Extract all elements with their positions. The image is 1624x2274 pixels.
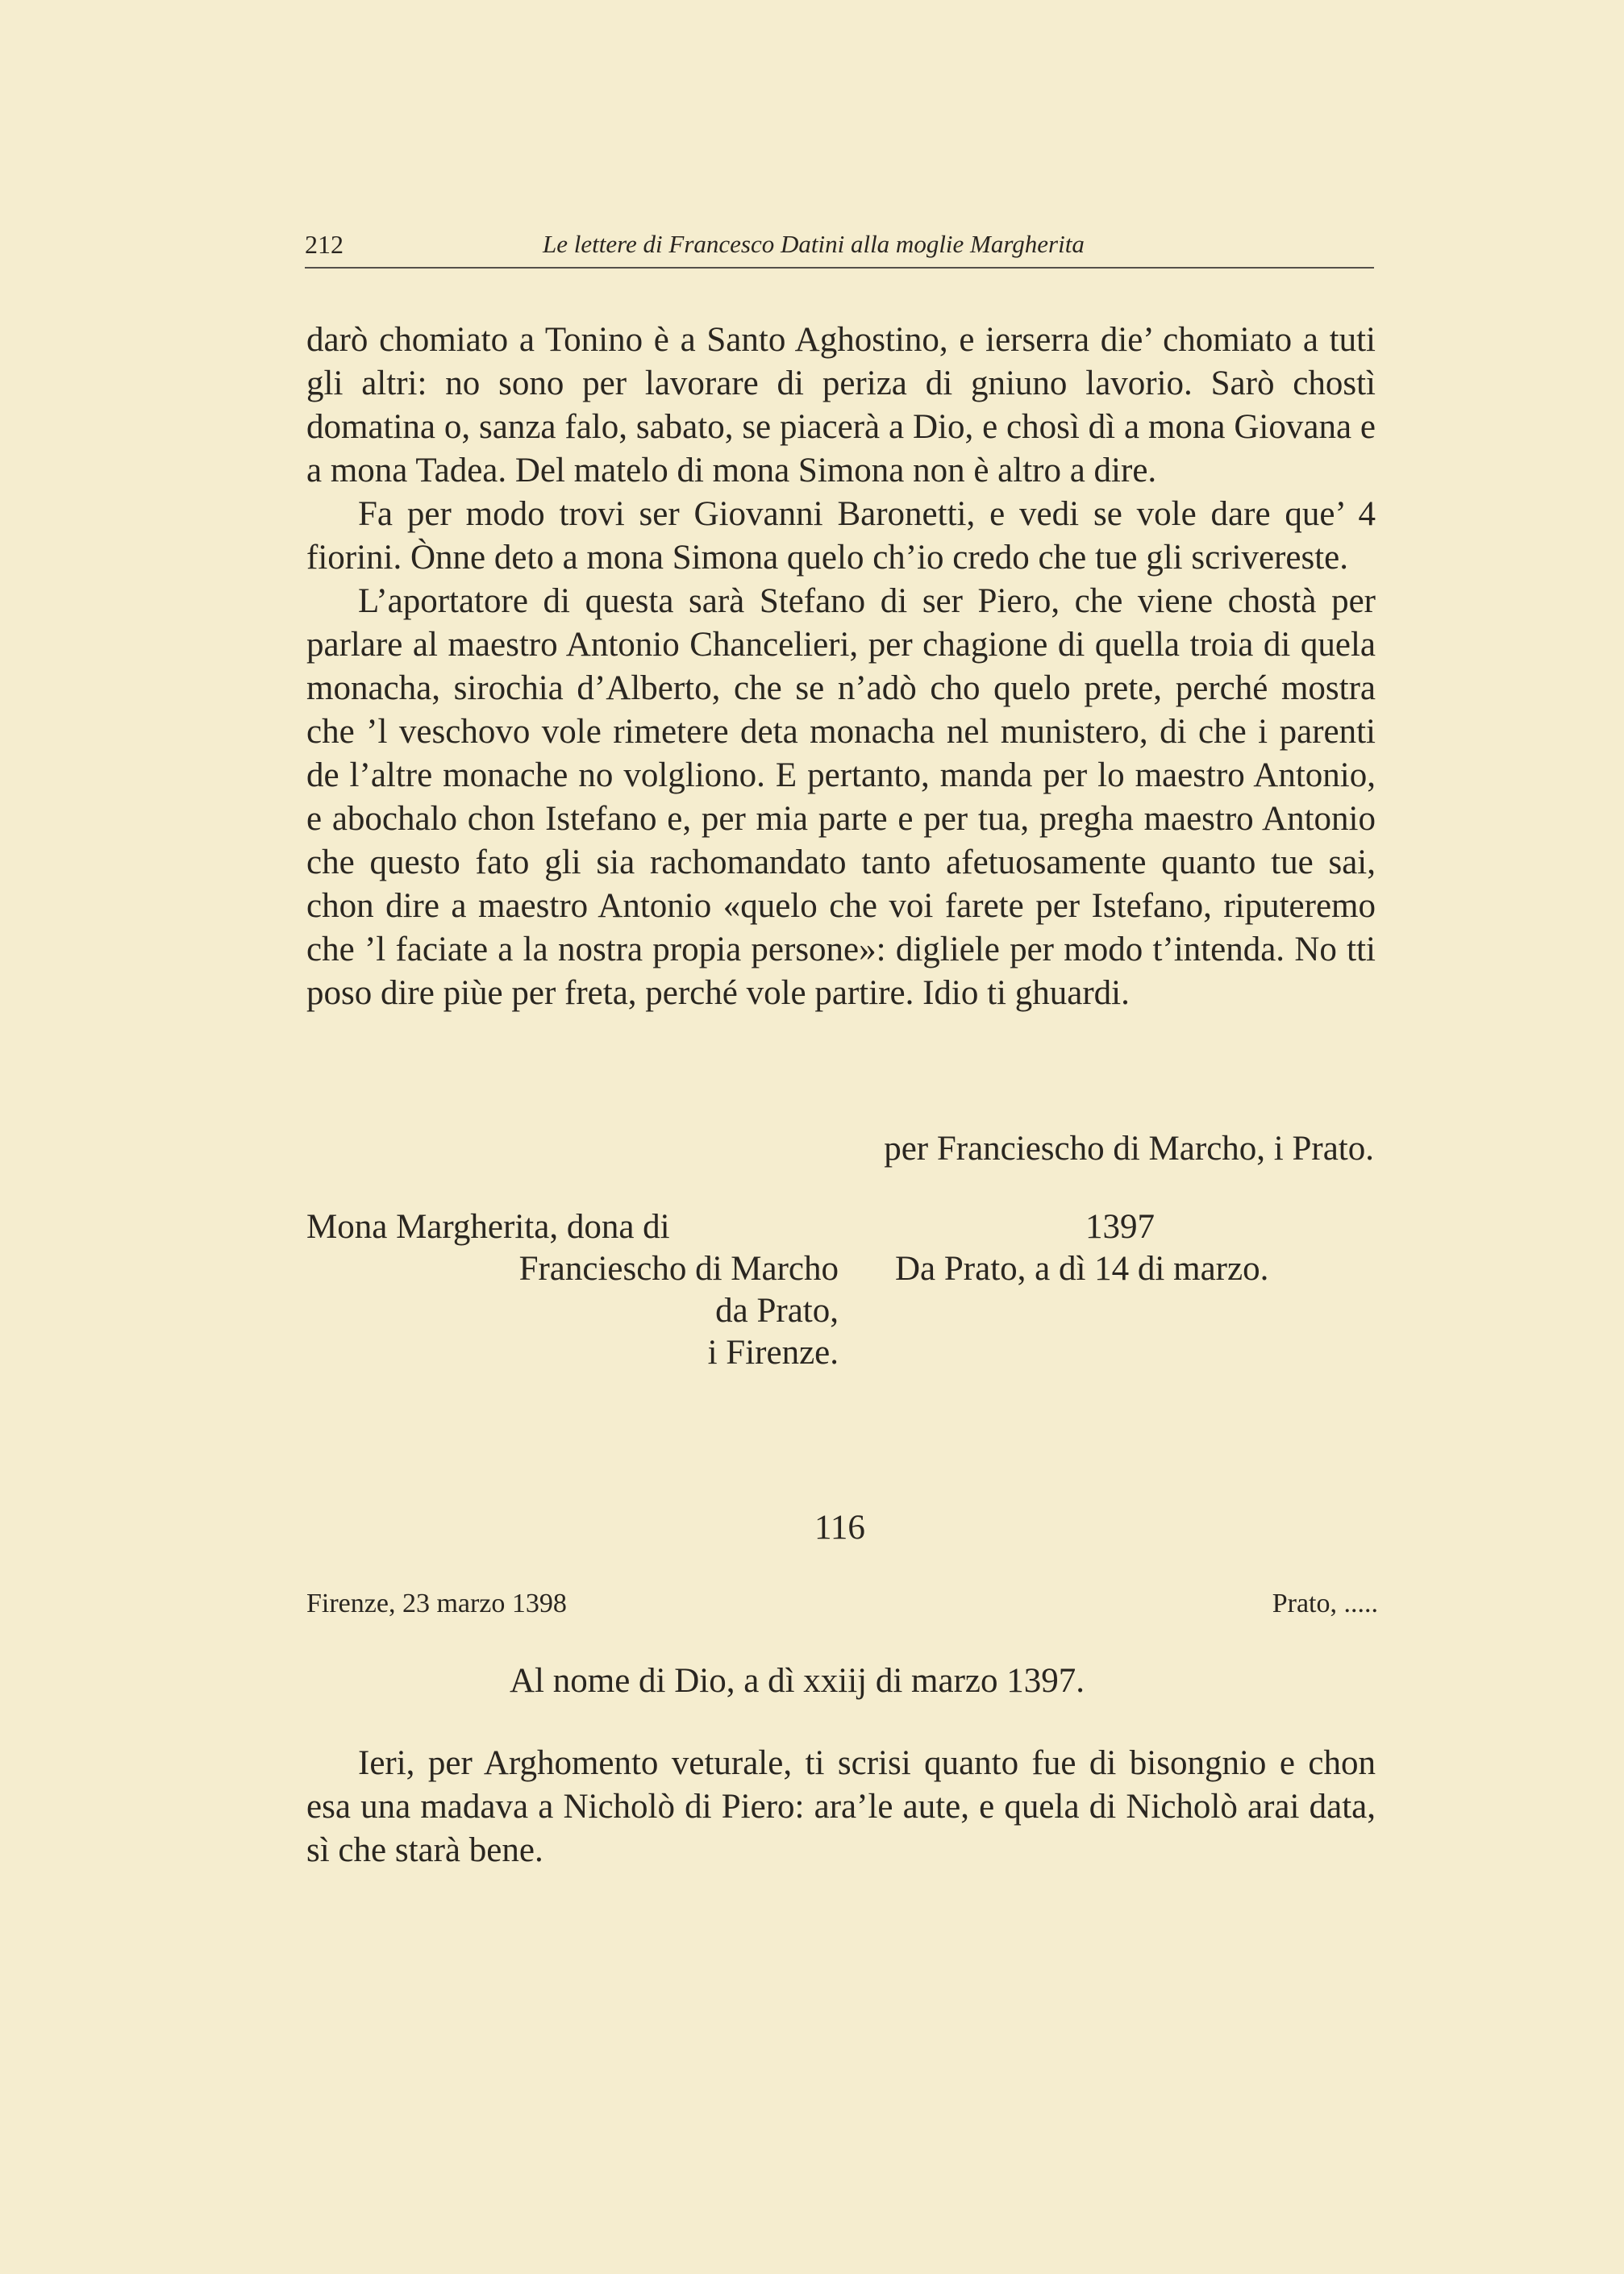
address-line: Franciescho di Marcho <box>518 1250 839 1288</box>
letter-116-body <box>306 1742 1376 1872</box>
signature: per Franciescho di Marcho, i Prato. <box>884 1130 1374 1168</box>
address-line: da Prato, <box>715 1292 839 1330</box>
docket-place-date: Da Prato, a dì 14 di marzo. <box>895 1250 1269 1288</box>
running-title: Le lettere di Francesco Datini alla moglie Margherita <box>543 230 1085 258</box>
letter-opening: Al nome di Dio, a dì xxiij di marzo 1397. <box>510 1662 1085 1700</box>
paragraph: Fa per modo trovi ser Giovanni Baronetti, e vedi se vole dare que’ 4 fiorini. Ònne deto a mona Simona quelo ch’io credo che tue gli scrivereste. <box>306 495 1376 577</box>
letter-destination: Prato, ..... <box>1272 1589 1378 1618</box>
paragraph: darò chomiato a Tonino è a Santo Aghostino, e ierserra die’ chomiato a tuti gli altri: no sono per lavorare di periza di gniuno lavorio. Sarò chostì domatina o, sanza falo, sabato, se piacerà a Dio, e chosì dì a mona Giovana e a mona Tadea. Del matelo di mona Simona non è altro a dire. <box>306 321 1376 489</box>
running-header <box>305 230 1374 269</box>
letter-place-date: Firenze, 23 marzo 1398 <box>306 1589 567 1618</box>
letter-number: 116 <box>814 1509 865 1547</box>
docket-year: 1397 <box>1085 1208 1155 1246</box>
paragraph: Ieri, per Arghomento veturale, ti scrisi quanto fue di bisongnio e chon esa una madava a Nicholò di Piero: ara’le aute, e quela di Nicholò arai data, sì che starà bene. <box>306 1744 1376 1869</box>
page-number: 212 <box>305 230 344 259</box>
address-line: i Firenze. <box>707 1334 839 1372</box>
letter-115-body <box>306 319 1376 1015</box>
paragraph: L’aportatore di questa sarà Stefano di ser Piero, che viene chostà per parlare al maestro Antonio Chancelieri, per chagione di quella troia di quela monacha, sirochia d’Alberto, che se n’adò cho quelo prete, perché mostra che ’l veschovo vole rimetere deta monacha nel munistero, di che i parenti de l’altre monache no volgliono. E pertanto, manda per lo maestro Antonio, e abochalo chon Istefano e, per mia parte e per tua, pregha maestro Antonio che questo fato gli sia rachomandato tanto afetuosamente quanto tue sai, chon dire a maestro Antonio «quelo che voi farete per Istefano, riputeremo che ’l faciate a la nostra propia persone»: digliele per modo t’intenda. No tti poso dire piùe per freta, perché vole partire. Idio ti ghuardi. <box>306 582 1376 1012</box>
address-line: Mona Margherita, dona di <box>306 1208 670 1246</box>
docket-block <box>895 1206 1347 1290</box>
address-block <box>306 1206 839 1374</box>
